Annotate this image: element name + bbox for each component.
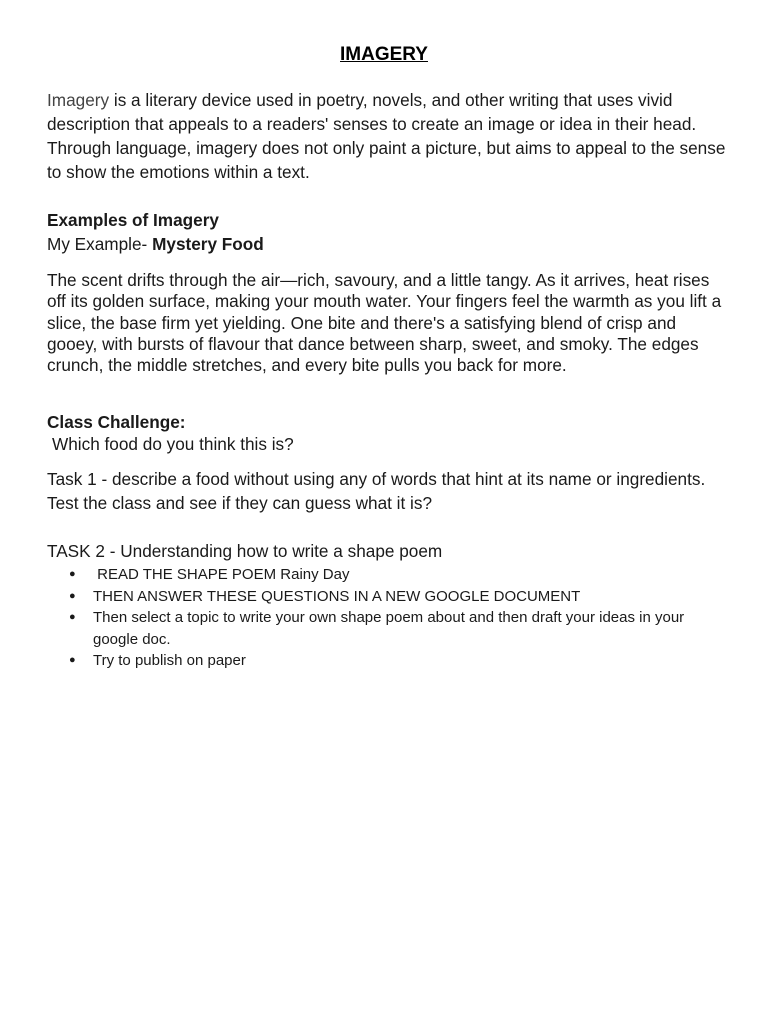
scent-paragraph: The scent drifts through the air—rich, savoury, and a little tangy. As it arrives, heat rises off its golden surface, making your mouth water. Your fingers feel the warmth as you lift a slice, the base firm yet yielding. One bite and there's a satisfying blend of crisp and gooey, with bursts of flavour that dance between sharp, sweet, and smoky. The edges crunch, the middle stretches, and every bite pulls you back for more. bbox=[47, 270, 722, 376]
task2-list bbox=[47, 564, 727, 672]
bullet-icon: ● bbox=[69, 589, 76, 602]
class-challenge-question: Which food do you think this is? bbox=[52, 434, 294, 454]
list-item-text: Try to publish on paper bbox=[93, 652, 246, 669]
list-item bbox=[47, 586, 727, 608]
intro-paragraph bbox=[47, 88, 727, 184]
intro-lead-word: Imagery bbox=[47, 90, 110, 110]
my-example-line bbox=[47, 232, 264, 256]
class-challenge-heading: Class Challenge: bbox=[47, 412, 186, 432]
list-item bbox=[47, 607, 727, 650]
task2-heading: TASK 2 - Understanding how to write a shape poem bbox=[47, 541, 443, 561]
examples-heading: Examples of Imagery bbox=[47, 210, 219, 230]
task1-paragraph: Task 1 - describe a food without using any of words that hint at its name or ingredients. Test the class and see if they can guess what it is? bbox=[47, 469, 706, 513]
list-item-text: Then select a topic to write your own shape poem about and then draft your ideas in your google doc. bbox=[93, 609, 685, 648]
bullet-icon: ● bbox=[69, 568, 76, 580]
my-example-name: Mystery Food bbox=[152, 234, 264, 254]
bullet-icon: ● bbox=[69, 611, 76, 623]
list-item bbox=[47, 564, 727, 586]
intro-text: is a literary device used in poetry, novels, and other writing that uses vivid description that appeals to a readers' senses to create an image or idea in their head. Through language, imagery does not only paint a picture, but aims to appeal to the sense to show the emotions within a text. bbox=[47, 90, 726, 182]
list-item-text: THEN ANSWER THESE QUESTIONS IN A NEW GOOGLE DOCUMENT bbox=[93, 587, 581, 605]
list-item bbox=[47, 650, 727, 672]
bullet-icon: ● bbox=[69, 654, 76, 666]
document-title: IMAGERY bbox=[340, 44, 428, 65]
list-item-text: READ THE SHAPE POEM Rainy Day bbox=[93, 566, 350, 583]
my-example-prefix: My Example- bbox=[47, 234, 153, 254]
